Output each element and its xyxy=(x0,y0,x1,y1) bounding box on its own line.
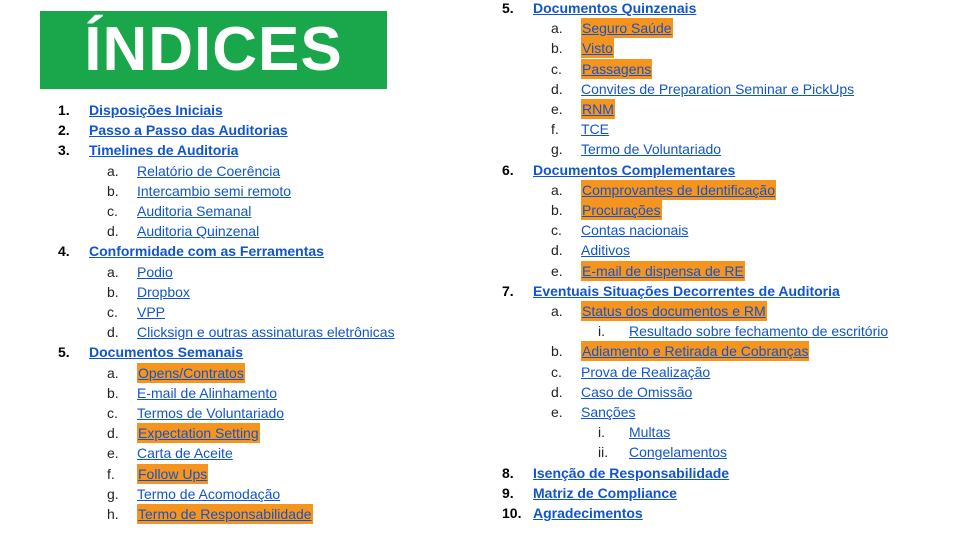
index-marker: c. xyxy=(107,304,118,320)
index-marker: e. xyxy=(551,262,563,279)
index-marker: d. xyxy=(551,80,563,97)
index-link[interactable]: TCE xyxy=(581,121,609,138)
index-link[interactable]: Termo de Responsabilidade xyxy=(138,506,312,522)
index-marker: c. xyxy=(107,203,118,219)
index-marker: g. xyxy=(107,485,119,502)
index-marker: c. xyxy=(551,363,562,380)
index-link[interactable]: Follow Ups xyxy=(138,465,208,482)
index-marker: 1. xyxy=(58,102,70,118)
index-marker: b. xyxy=(551,202,563,218)
index-link[interactable]: Conformidade com as Ferramentas xyxy=(89,243,324,260)
index-marker: 6. xyxy=(502,161,514,178)
index-marker: 10. xyxy=(502,505,522,521)
index-marker: b. xyxy=(551,343,563,360)
index-marker: ii. xyxy=(598,444,609,461)
index-link[interactable]: Prova de Realização xyxy=(581,363,711,380)
index-marker: 5. xyxy=(502,0,514,16)
index-link[interactable]: Convites de Preparation Seminar e PickUps xyxy=(581,80,855,97)
index-link[interactable]: Matriz de Compliance xyxy=(533,484,677,501)
index-link[interactable]: E-mail de Alinhamento xyxy=(137,384,278,401)
index-marker: d. xyxy=(107,425,119,442)
index-link[interactable]: Seguro Saúde xyxy=(582,20,672,37)
index-marker: c. xyxy=(551,60,562,77)
index-link[interactable]: Carta de Aceite xyxy=(137,445,233,462)
index-link[interactable]: VPP xyxy=(137,304,166,320)
index-marker: c. xyxy=(107,405,118,421)
index-marker: a. xyxy=(107,162,119,179)
index-link[interactable]: Disposições Iniciais xyxy=(89,102,223,118)
index-link[interactable]: Isenção de Responsabilidade xyxy=(533,464,730,481)
index-marker: a. xyxy=(551,303,563,319)
index-marker: d. xyxy=(551,383,563,400)
index-marker: 4. xyxy=(58,243,70,260)
index-marker: a. xyxy=(107,263,119,280)
index-link[interactable]: Termo de Voluntariado xyxy=(581,141,722,158)
index-marker: a. xyxy=(551,20,563,37)
index-marker: b. xyxy=(551,40,563,57)
index-marker: 8. xyxy=(502,464,514,481)
index-link[interactable]: Aditivos xyxy=(581,242,631,259)
index-link[interactable]: Agradecimentos xyxy=(533,505,643,521)
index-marker: 3. xyxy=(58,142,70,159)
index-link[interactable]: Termo de Acomodação xyxy=(137,485,281,502)
index-link[interactable]: Adiamento e Retirada de Cobranças xyxy=(582,343,809,360)
index-link[interactable]: Passo a Passo das Auditorias xyxy=(89,122,288,139)
index-marker: 2. xyxy=(58,122,70,139)
index-marker: f. xyxy=(107,465,115,482)
index-marker: f. xyxy=(551,121,559,138)
index-marker: d. xyxy=(107,324,119,341)
index-link[interactable]: Clicksign e outras assinaturas eletrônicas xyxy=(137,324,395,341)
index-link[interactable]: Documentos Quinzenais xyxy=(533,0,697,16)
index-marker: c. xyxy=(551,222,562,239)
index-link[interactable]: Contas nacionais xyxy=(581,222,689,239)
index-marker: e. xyxy=(551,404,563,420)
index-link[interactable]: Status dos documentos e RM xyxy=(582,303,766,319)
index-link[interactable]: Procurações xyxy=(582,202,661,218)
index-marker: b. xyxy=(107,182,119,199)
title-banner xyxy=(40,11,387,89)
index-link[interactable]: Eventuais Situações Decorrentes de Auditoria xyxy=(533,282,840,299)
index-marker: h. xyxy=(107,506,119,522)
index-marker: a. xyxy=(107,364,119,381)
index-link[interactable]: Visto xyxy=(582,40,613,57)
index-link[interactable]: Podio xyxy=(137,263,173,280)
index-link[interactable]: Auditoria Quinzenal xyxy=(137,223,260,240)
index-link[interactable]: Congelamentos xyxy=(629,444,728,461)
page-title: ÍNDICES xyxy=(84,15,343,84)
index-marker: b. xyxy=(107,283,119,300)
index-link[interactable]: Multas xyxy=(629,424,671,441)
index-marker: g. xyxy=(551,141,563,158)
index-link[interactable]: Termos de Voluntariado xyxy=(137,405,285,421)
index-marker: i. xyxy=(598,323,605,340)
index-link[interactable]: Passagens xyxy=(582,60,652,77)
index-marker: 9. xyxy=(502,484,514,501)
index-marker: a. xyxy=(551,181,563,198)
index-link[interactable]: Resultado sobre fechamento de escritório xyxy=(629,323,889,340)
index-link[interactable]: Comprovantes de Identificação xyxy=(582,181,775,198)
index-marker: b. xyxy=(107,384,119,401)
index-link[interactable]: Documentos Complementares xyxy=(533,161,736,178)
index-marker: e. xyxy=(551,101,563,117)
index-link[interactable]: Documentos Semanais xyxy=(89,344,244,361)
index-link[interactable]: Dropbox xyxy=(137,283,190,300)
index-link[interactable]: Auditoria Semanal xyxy=(137,203,252,219)
index-link[interactable]: Relatório de Coerência xyxy=(137,162,281,179)
index-link[interactable]: RNM xyxy=(582,101,614,117)
index-marker: e. xyxy=(107,445,119,462)
index-marker: i. xyxy=(598,424,605,441)
index-marker: d. xyxy=(107,223,119,240)
index-link[interactable]: Intercambio semi remoto xyxy=(137,182,292,199)
index-marker: 5. xyxy=(58,344,70,361)
index-link[interactable]: Expectation Setting xyxy=(138,425,259,442)
index-link[interactable]: E-mail de dispensa de RE xyxy=(582,262,744,279)
index-link[interactable]: Caso de Omissão xyxy=(581,383,693,400)
index-link[interactable]: Sanções xyxy=(581,404,636,420)
index-marker: 7. xyxy=(502,282,514,299)
index-link[interactable]: Timelines de Auditoria xyxy=(89,142,239,159)
index-link[interactable]: Opens/Contratos xyxy=(138,364,244,381)
index-marker: d. xyxy=(551,242,563,259)
